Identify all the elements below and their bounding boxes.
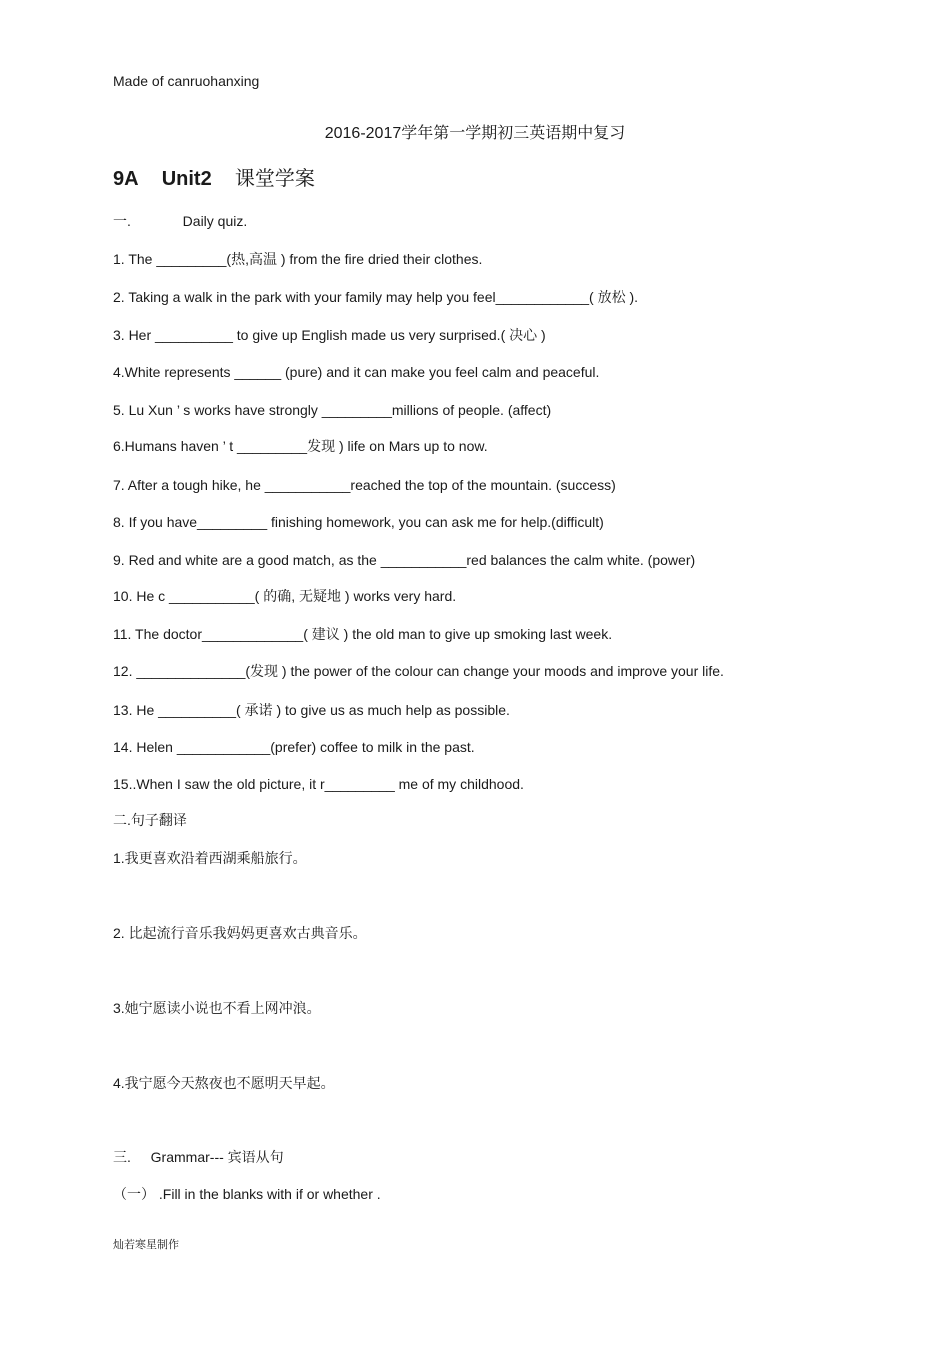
section-2-heading: 二.句子翻译 bbox=[113, 812, 187, 828]
footer-note: 灿若寒星制作 bbox=[113, 1239, 179, 1251]
header-note: Made of canruohanxing bbox=[113, 73, 260, 89]
quiz-item-5: 5. Lu Xun ’ s works have strongly _________millions of people. (affect) bbox=[113, 402, 552, 418]
quiz-item-2: 2. Taking a walk in the park with your family may help you feel____________( 放松 ). bbox=[113, 289, 639, 305]
quiz-item-11: 11. The doctor_____________( 建议 ) the old man to give up smoking last week. bbox=[113, 626, 613, 642]
translation-item-2: 2. 比起流行音乐我妈妈更喜欢古典音乐。 bbox=[113, 925, 367, 941]
subsection-heading bbox=[113, 1185, 381, 1203]
quiz-item-6: 6.Humans haven ’ t _________发现 ) life on Mars up to now. bbox=[113, 438, 488, 454]
quiz-item-4: 4.White represents ______ (pure) and it can make you feel calm and peaceful. bbox=[113, 364, 600, 380]
section-3-title: Grammar--- 宾语从句 bbox=[150, 1149, 284, 1165]
quiz-item-12: 12. ______________(发现 ) the power of the colour can change your moods and improve your life. bbox=[113, 663, 724, 679]
translation-item-3: 3.她宁愿读小说也不看上网冲浪。 bbox=[113, 1000, 321, 1016]
quiz-item-8: 8. If you have_________ finishing homework, you can ask me for help.(difficult) bbox=[113, 514, 604, 530]
translation-item-4: 4.我宁愿今天熬夜也不愿明天早起。 bbox=[113, 1075, 335, 1091]
section-3-number: 三. bbox=[113, 1149, 131, 1165]
unit-label: 课堂学案 bbox=[234, 168, 315, 190]
unit-code: 9A bbox=[113, 168, 139, 190]
section-1-title: Daily quiz. bbox=[182, 213, 248, 229]
quiz-item-7: 7. After a tough hike, he ___________reached the top of the mountain. (success) bbox=[113, 477, 616, 493]
unit-name: Unit2 bbox=[161, 168, 212, 190]
quiz-item-13: 13. He __________( 承诺 ) to give us as much help as possible. bbox=[113, 702, 510, 718]
document-title: 2016-2017学年第一学期初三英语期中复习 bbox=[324, 125, 626, 142]
subsection-number: （一） bbox=[113, 1186, 155, 1202]
quiz-item-15: 15..When I saw the old picture, it r_________ me of my childhood. bbox=[113, 776, 524, 792]
section-3-heading bbox=[113, 1148, 284, 1166]
section-1-number: 一. bbox=[113, 213, 131, 229]
quiz-item-9: 9. Red and white are a good match, as the ___________red balances the calm white. (power) bbox=[113, 552, 696, 568]
quiz-item-14: 14. Helen ____________(prefer) coffee to milk in the past. bbox=[113, 739, 475, 755]
section-1-heading bbox=[113, 212, 247, 230]
subsection-title: .Fill in the blanks with if or whether . bbox=[158, 1186, 381, 1202]
quiz-item-10: 10. He c ___________( 的确, 无疑地 ) works very hard. bbox=[113, 588, 457, 604]
quiz-item-1: 1. The _________(热,高温 ) from the fire dried their clothes. bbox=[113, 251, 483, 267]
quiz-item-3: 3. Her __________ to give up English made us very surprised.( 决心 ) bbox=[113, 327, 546, 343]
translation-item-1: 1.我更喜欢沿着西湖乘船旅行。 bbox=[113, 850, 307, 866]
unit-title bbox=[113, 166, 315, 192]
